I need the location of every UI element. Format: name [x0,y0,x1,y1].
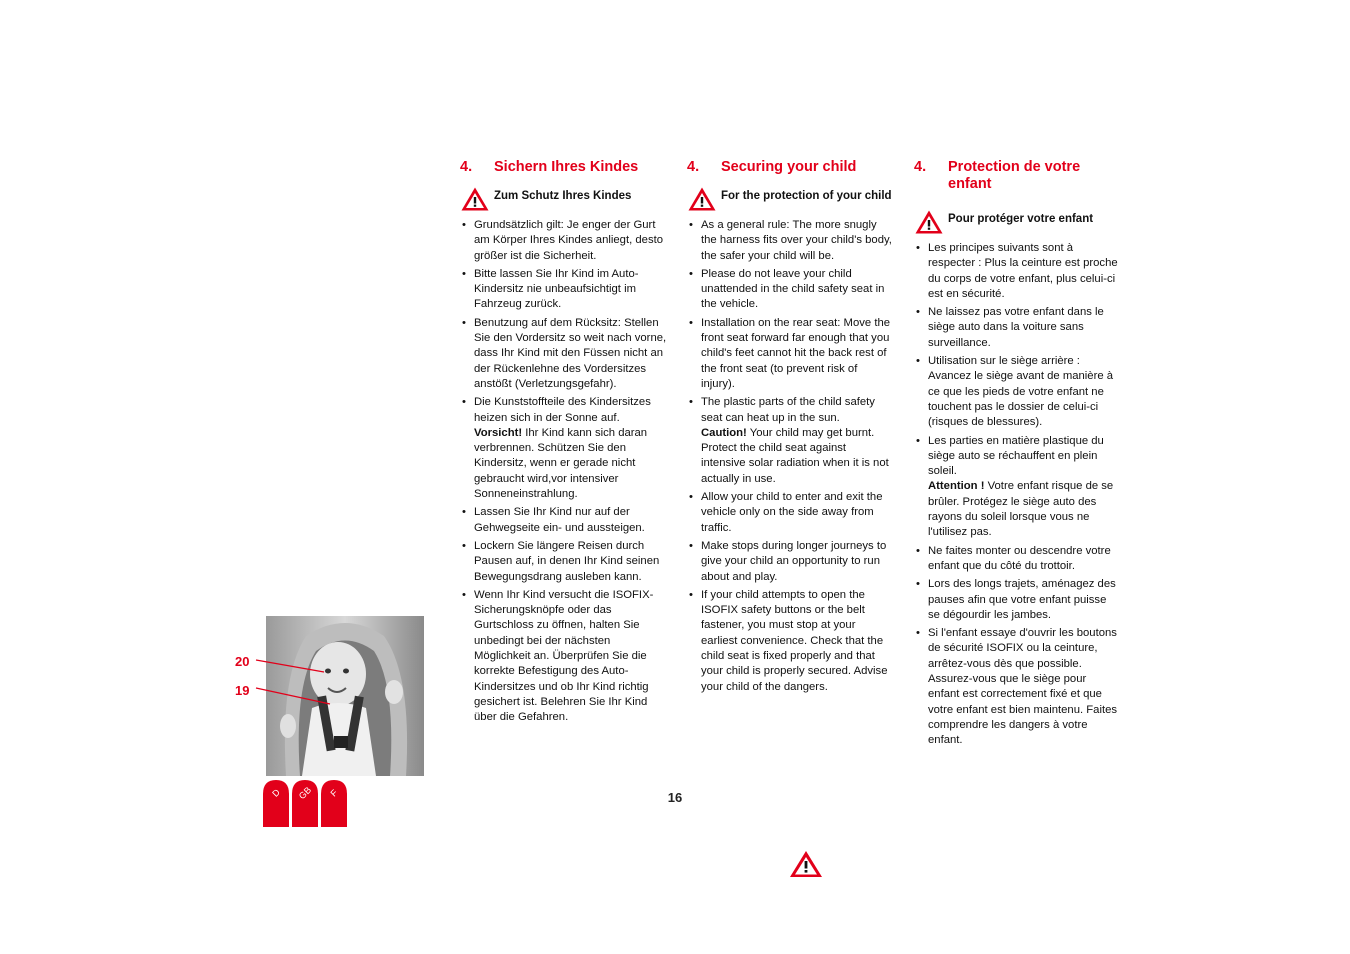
list-item-text: Si l'enfant essaye d'ouvrir les boutons de sécurité ISOFIX ou la ceinture, arrêtez-vous dès que possible. Assurez-vous que le siège pour enfant est correctement fixé et que votre enfant est bien maintenu. Faites comprendre les dangers à votre enfant. [928,627,1118,747]
column-english [687,159,893,698]
list-item-text: Ne faites monter ou descendre votre enfant que du côté du trottoir. [928,544,1111,572]
section-heading-gb [687,159,893,176]
list-item [687,539,893,585]
warning-text: Zum Schutz Ihres Kindes [494,190,632,202]
callout-lines [250,650,350,720]
list-item [914,241,1120,302]
list-item [914,626,1120,748]
list-item-text: Make stops during longer journeys to give your child an opportunity to run about and play. [701,539,887,583]
list-item [687,218,893,264]
warning-text: Pour protéger votre enfant [948,213,1094,225]
section-heading-de [460,159,668,176]
warning-text: For the protection of your child [721,190,892,202]
language-tab-f [321,780,347,827]
language-label: GB [296,784,314,802]
list-item [914,354,1120,430]
list-item-text: Benutzung auf dem Rücksitz: Stellen Sie den Vordersitz so weit nach vorne, dass Ihr Kind mit den Füssen nicht an der Rückenlehne des Vordersitzes anstößt (Verletzungsgefahr). [474,316,667,390]
column-german [460,159,668,729]
page-number: 16 [667,790,683,805]
callout-19: 19 [235,683,250,698]
list-item-text: Installation on the rear seat: Move the front seat forward far enough that you child's feet cannot hit the back rest of the front seat (to prevent risk of injury). [701,316,891,390]
list-item [460,539,668,585]
list-item-text: Les parties en matière plastique du siège auto se réchauffent en plein soleil. [928,434,1104,478]
list-item-text: Lassen Sie Ihr Kind nur auf der Gehwegseite ein- und aussteigen. [474,506,645,534]
list-item-text: Grundsätzlich gilt: Je enger der Gurt am Körper Ihres Kindes anliegt, desto größer ist die Sicherheit. [474,219,664,262]
list-item-text: Die Kunststoffteile des Kindersitzes heizen sich in der Sonne auf. [474,396,651,424]
warning-triangle-icon [914,209,944,235]
warning-triangle-icon [687,186,717,212]
warning-note-de [460,186,668,212]
list-item [460,395,668,502]
section-number: 4. [914,159,927,175]
list-item-text: Lockern Sie längere Reisen durch Pausen auf, in denen Ihr Kind seinen Bewegungsdrang ausleben kann. [474,539,660,583]
list-item [687,490,893,536]
warning-triangle-icon [460,186,490,212]
list-item-text: Bitte lassen Sie Ihr Kind im Auto-Kindersitz nie unbeaufsichtigt im Fahrzeug zurück. [474,267,639,311]
list-item [914,544,1120,575]
list-item-emphasis: Vorsicht! [474,426,523,439]
bullet-list-fr [914,241,1120,749]
list-item-emphasis: Caution! [701,426,747,439]
callout-20: 20 [235,654,250,669]
section-number: 4. [687,159,700,175]
list-item-text-continued: Ihr Kind kann sich daran verbrennen. Schützen Sie den Kindersitz, wenn er gerade nicht gebraucht wird,vor intensiver Sonneneinstrahlung. [474,426,648,501]
list-item [687,395,893,487]
list-item-text: Les principes suivants sont à respecter : Plus la ceinture est proche du corps de votre enfant, plus celui-ci est en sécurité. [928,242,1118,300]
list-item [460,267,668,313]
language-label: D [270,787,282,799]
list-item-text-continued: Your child may get burnt. Protect the child seat against intensive solar radiation when it is not actually in use. [701,426,889,485]
list-item [460,218,668,264]
list-item [460,588,668,726]
section-number: 4. [460,159,473,175]
list-item-emphasis: Attention ! [928,480,985,493]
list-item-text: Ne laissez pas votre enfant dans le siège auto dans la voiture sans surveillance. [928,306,1104,349]
list-item [460,316,668,392]
warning-triangle-icon [789,850,823,878]
section-heading-fr [914,159,1120,193]
bullet-list-de [460,218,668,726]
list-item-text: Please do not leave your child unattended in the child safety seat in the vehicle. [701,267,885,311]
list-item [687,267,893,313]
list-item-text: Utilisation sur le siège arrière : Avancez le siège avant de manière à ce que les pieds de votre enfant ne touchent pas le dossier de celui-ci (risques de blessures). [928,355,1114,429]
list-item-text: Lors des longs trajets, aménagez des pauses afin que votre enfant puisse se dégourdir les jambes. [928,578,1116,621]
list-item-text-continued: Votre enfant risque de se brûler. Protégez le siège auto des rayons du soleil lorsque vous ne l'utilisez pas. [928,480,1114,539]
list-item-text: If your child attempts to open the ISOFIX safety buttons or the belt fastener, you must stop at your earliest convenience. Check that the child seat is fixed properly and that your child is properly secured. Advise your child of the dangers. [701,588,888,693]
list-item [687,316,893,392]
list-item-text: Allow your child to enter and exit the vehicle only on the side away from traffic. [701,491,883,534]
section-title: Securing your child [721,159,857,175]
list-item [914,434,1120,541]
language-tab-gb [292,780,318,827]
list-item-text: The plastic parts of the child safety seat can heat up in the sun. [701,396,875,424]
list-item [687,588,893,695]
list-item-text: Wenn Ihr Kind versucht die ISOFIX-Sicherungsknöpfe oder das Gurtschloss zu öffnen, halten Sie unbedingt bei der nächsten Möglichkeit an. Überprüfen Sie die korrekte Befestigung des Auto-Kindersitzes und ob Ihr Kind richtig gesichert ist. Belehren Sie Ihr Kind über die Gefahren. [474,588,654,724]
warning-note-gb [687,186,893,212]
language-tab-d [263,780,289,827]
list-item [914,577,1120,623]
list-item [460,505,668,536]
column-french [914,159,1120,752]
language-label: F [328,787,340,799]
bullet-list-gb [687,218,893,695]
list-item [914,305,1120,351]
section-title: Protection de votre enfant [948,159,1081,192]
list-item-text: As a general rule: The more snugly the harness fits over your child's body, the safer your child will be. [701,219,892,262]
warning-note-fr [914,209,1120,235]
section-title: Sichern Ihres Kindes [494,159,639,175]
